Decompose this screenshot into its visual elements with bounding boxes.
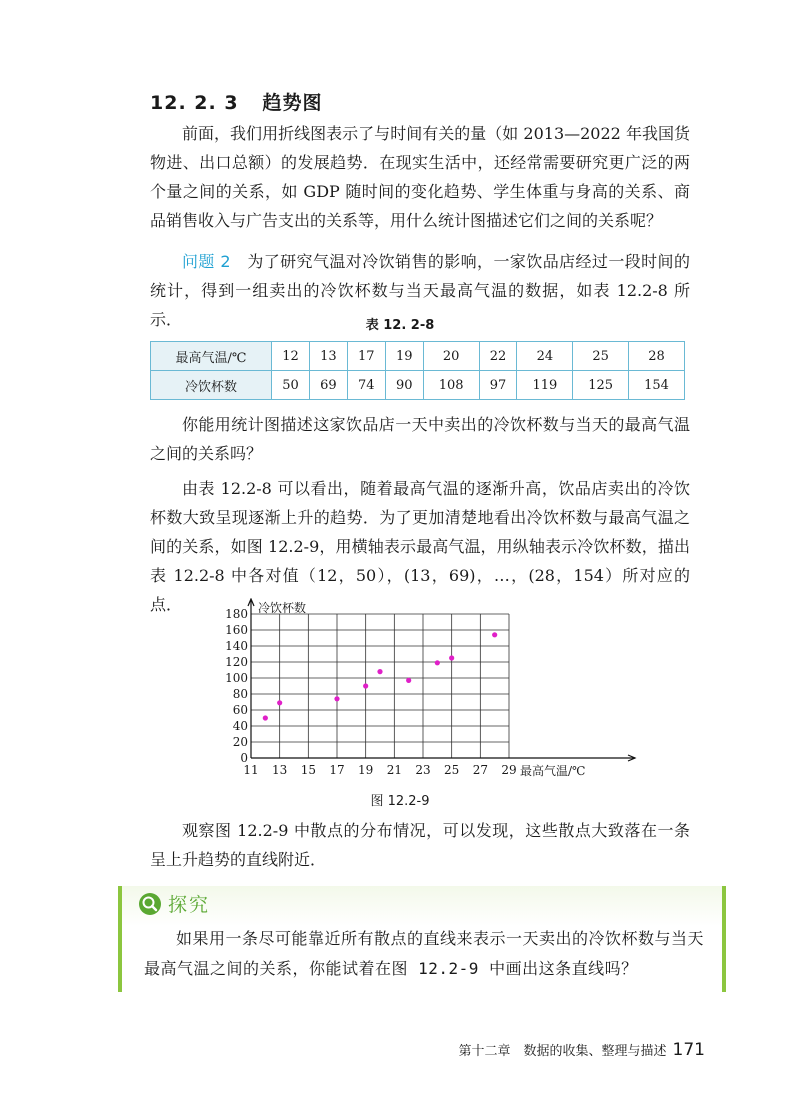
table-row-temperature [151, 342, 685, 371]
y-tick-label: 80 [232, 687, 248, 701]
scatter-point [377, 669, 382, 674]
table-row-head: 冷饮杯数 [151, 371, 272, 400]
problem-label: 问题 2 [182, 252, 231, 271]
table-cell: 154 [629, 371, 685, 400]
x-tick-label: 17 [329, 763, 345, 777]
y-tick-label: 20 [232, 735, 248, 749]
chapter-title: 第十二章 数据的收集、整理与描述 [458, 1044, 667, 1059]
table-row-head: 最高气温/℃ [151, 342, 272, 371]
scatter-point [435, 660, 440, 665]
x-tick-label: 13 [272, 763, 288, 777]
x-tick-label: 29 [501, 763, 517, 777]
y-tick-label: 120 [225, 655, 248, 669]
page-footer [459, 1040, 705, 1060]
x-tick-label: 25 [444, 763, 460, 777]
data-table [150, 341, 685, 400]
x-axis-label: 最高气温/℃ [520, 764, 586, 778]
magnifier-icon [138, 892, 162, 916]
table-caption: 表 12. 2-8 [365, 318, 435, 333]
chart-points [263, 632, 498, 720]
scatter-point [492, 632, 497, 637]
table-cell: 119 [517, 371, 573, 400]
table-cell: 17 [347, 342, 385, 371]
intro-paragraph: 前面，我们用折线图表示了与时间有关的量（如 2013—2022 年我国货物进、出口总额）的发展趋势．在现实生活中，还经常需要研究更广泛的两个量之间的关系，如 GDP 随时间的变化趋势、学生体重与身高的关系、商品销售收入与广告支出的关系等，用什么统计图描述它们之间的关系呢？ [150, 124, 690, 230]
observation-paragraph: 观察图 12.2-9 中散点的分布情况，可以发现，这些散点大致落在一条呈上升趋势的直线附近． [150, 821, 690, 869]
y-tick-label: 140 [225, 639, 248, 653]
section-number: 12. 2. 3 [150, 92, 239, 114]
scatter-point [277, 700, 282, 705]
y-tick-label: 160 [225, 623, 248, 637]
question-paragraph: 你能用统计图描述这家饮品店一天中卖出的冷饮杯数与当天的最高气温之间的关系吗？ [150, 415, 690, 463]
table-cell: 97 [479, 371, 517, 400]
scatter-point [406, 678, 411, 683]
x-tick-label: 15 [300, 763, 316, 777]
y-axis-label: 冷饮杯数 [258, 601, 307, 615]
table-cell: 50 [272, 371, 310, 400]
section-heading: 趋势图 [262, 92, 323, 114]
x-tick-label: 21 [386, 763, 402, 777]
y-tick-label: 40 [232, 719, 248, 733]
table-cell: 28 [629, 342, 685, 371]
table-cell: 19 [385, 342, 423, 371]
table-cell: 22 [479, 342, 517, 371]
table-cell: 24 [517, 342, 573, 371]
table-cell: 108 [423, 371, 479, 400]
x-tick-label: 27 [472, 763, 488, 777]
table-cell: 20 [423, 342, 479, 371]
table-cell: 69 [309, 371, 347, 400]
chart-grid [251, 614, 509, 758]
x-tick-label: 11 [243, 763, 259, 777]
chart-axes [248, 599, 635, 761]
y-tick-label: 180 [225, 607, 248, 621]
table-cell: 90 [385, 371, 423, 400]
page-number: 171 [672, 1040, 705, 1060]
explore-header [138, 890, 210, 917]
figure-caption: 图 12.2-9 [370, 794, 430, 809]
x-tick-label: 19 [358, 763, 374, 777]
table-row-cups [151, 371, 685, 400]
y-tick-label: 60 [232, 703, 248, 717]
table-cell: 74 [347, 371, 385, 400]
table-cell: 13 [309, 342, 347, 371]
table-cell: 25 [573, 342, 629, 371]
scatter-point [363, 683, 368, 688]
scatter-chart [225, 598, 645, 780]
scatter-point [263, 715, 268, 720]
y-tick-label: 0 [240, 751, 248, 765]
analysis-paragraph: 由表 12.2-8 可以看出，随着最高气温的逐渐升高，饮品店卖出的冷饮杯数大致呈现逐渐上升的趋势．为了更加清楚地看出冷饮杯数与最高气温之间的关系，如图 12.2-9，用横轴表示最高气温，用纵轴表示冷饮杯数，描出表 12.2-8 中各对值（12，50），(13，69)，…，(28，154）所对应的点． [150, 479, 690, 614]
table-cell: 12 [272, 342, 310, 371]
x-tick-label: 23 [415, 763, 431, 777]
scatter-point [449, 655, 454, 660]
table-cell: 125 [573, 371, 629, 400]
scatter-point [334, 696, 339, 701]
chart-tick-labels [225, 607, 517, 777]
section-title [150, 88, 323, 115]
explore-box [118, 886, 726, 992]
problem-text: 为了研究气温对冷饮销售的影响，一家饮品店经过一段时间的统计，得到一组卖出的冷饮杯数与当天最高气温的数据，如表 12.2-8 所示． [150, 252, 690, 329]
y-tick-label: 100 [225, 671, 248, 685]
explore-title: 探究 [168, 894, 211, 916]
explore-text: 如果用一条尽可能靠近所有散点的直线来表示一天卖出的冷饮杯数与当天最高气温之间的关系，你能试着在图 12.2-9 中画出这条直线吗？ [144, 929, 705, 978]
